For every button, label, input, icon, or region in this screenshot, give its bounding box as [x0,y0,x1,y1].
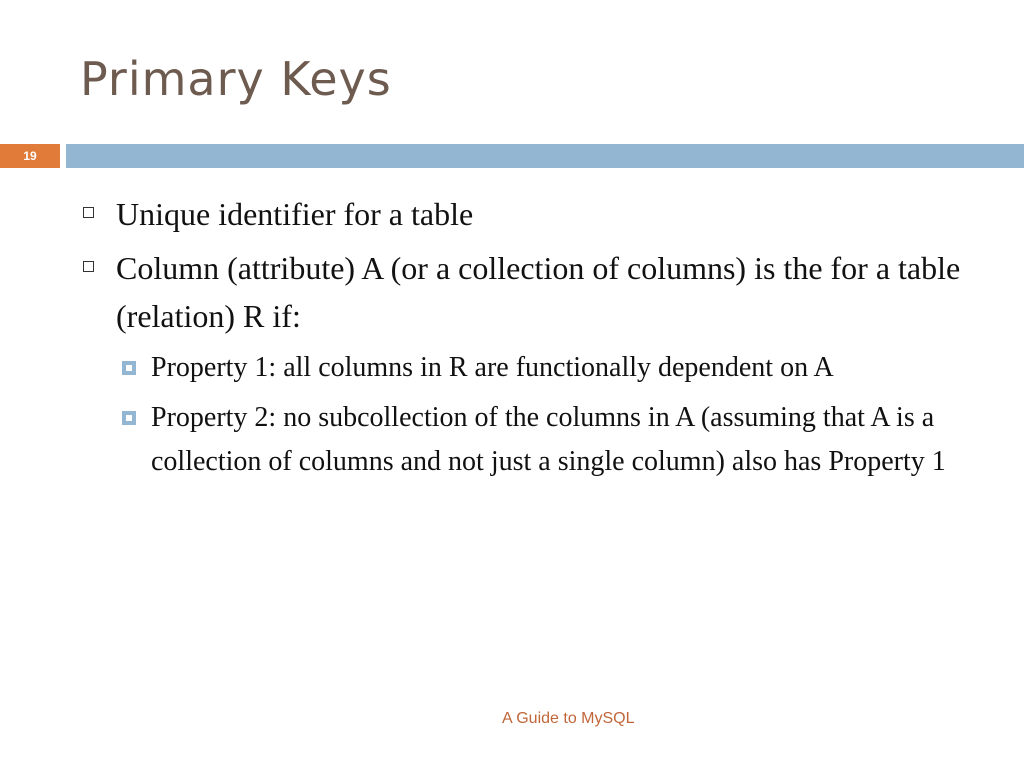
sub-bullet-item [118,346,978,390]
square-bullet-icon [122,411,136,425]
bullet-item [78,244,978,340]
slide-title: Primary Keys [80,52,392,106]
slide-content [78,190,978,490]
sub-bullet-text: Property 2: no subcollection of the columns in A (assuming that A is a collection of columns and not just a single column) also has Property 1 [151,402,946,477]
title-divider-bar [66,144,1024,168]
hollow-square-bullet-icon [83,207,94,218]
slide-number: 19 [0,144,60,168]
square-bullet-icon [122,361,136,375]
bullet-text: Column (attribute) A (or a collection of columns) is the for a table (relation) R if: [116,250,961,334]
bullet-item [78,190,978,238]
sub-bullet-text: Property 1: all columns in R are functionally dependent on A [151,352,834,383]
slide-footer: A Guide to MySQL [502,710,635,727]
hollow-square-bullet-icon [83,261,94,272]
sub-bullet-item [118,396,978,484]
bullet-text: Unique identifier for a table [116,196,474,232]
